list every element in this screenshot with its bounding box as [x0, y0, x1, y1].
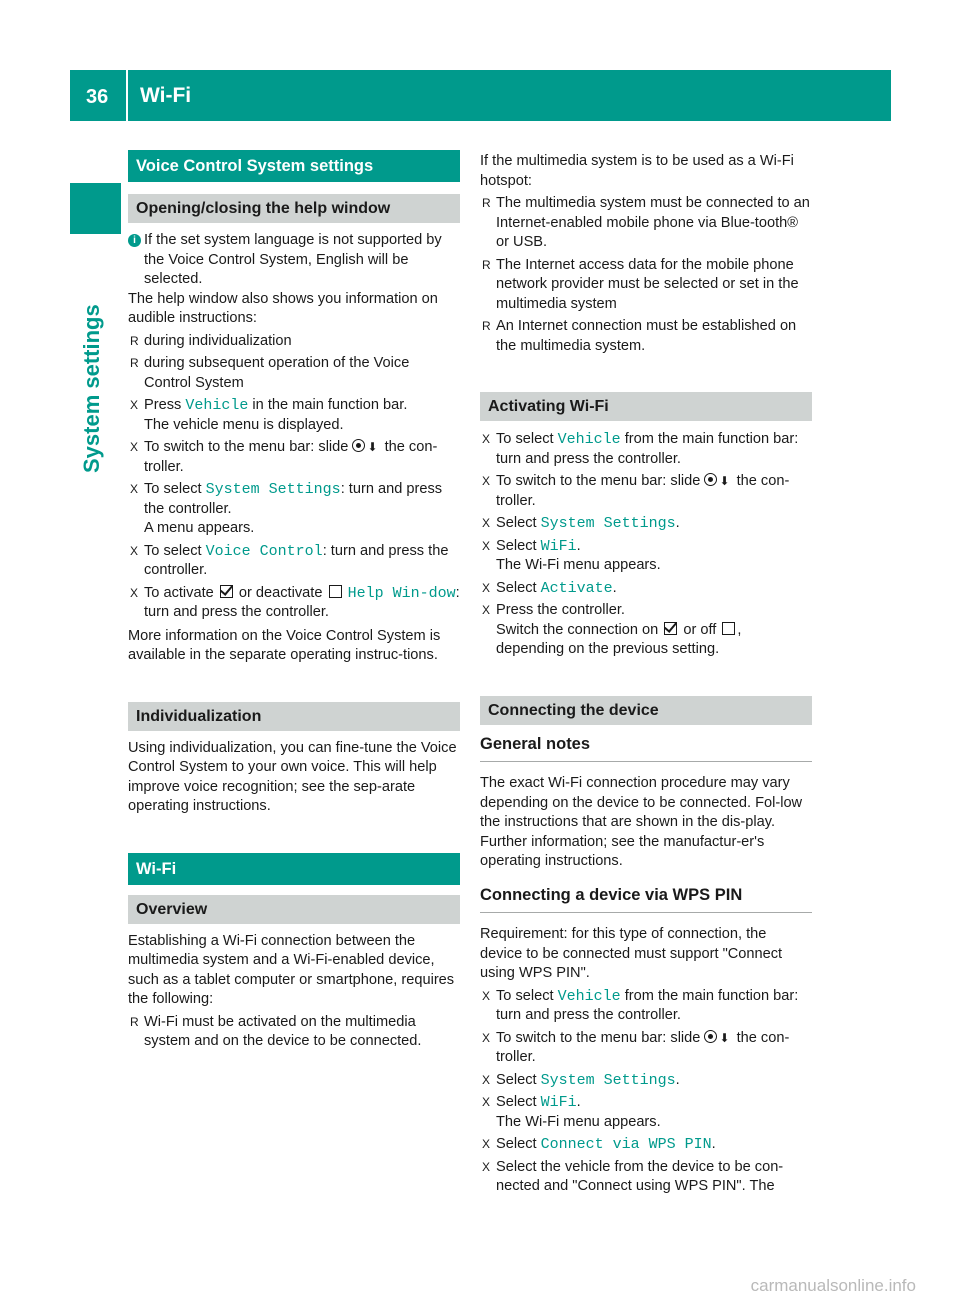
step-wifi: X Select WiFi. The Wi-Fi menu appears. — [482, 1094, 661, 1130]
step-select-vehicle: X To select Vehicle from the main function bar: turn and press the controller. — [482, 987, 799, 1023]
step-arrow-icon: X — [130, 482, 139, 496]
down-arrow-icon: ⬇ — [719, 1030, 730, 1045]
header-divider — [126, 70, 128, 121]
more-info-text: More information on the Voice Control System is available in the separate operating instruc-tions. — [128, 627, 441, 663]
checkbox-checked-icon — [664, 622, 677, 635]
step-voice-control: X To select Voice Control: turn and press the controller. — [130, 542, 449, 578]
step-arrow-icon: X — [482, 988, 491, 1003]
step-press-controller: X Press the controller. Switch the connection on or off , depending on the previous setting. — [482, 602, 742, 657]
right-column — [480, 152, 812, 1197]
heading-wifi: Wi-Fi — [128, 853, 460, 885]
step-arrow-icon: X — [130, 543, 139, 558]
step-arrow-icon: X — [482, 580, 491, 595]
heading-overview: Overview — [128, 895, 460, 924]
info-note: i If the set system language is not supported by the Voice Control System, English will be selected. — [128, 231, 460, 290]
controller-icon — [352, 439, 365, 452]
step-menu-bar: X To switch to the menu bar: slide ⬇ the con-troller. — [482, 473, 790, 509]
step-wifi: X Select WiFi. The Wi-Fi menu appears. — [482, 537, 661, 573]
step-system-settings: X Select System Settings. — [482, 1071, 680, 1089]
step-arrow-icon: X — [482, 516, 491, 530]
heading-wps-pin: Connecting a device via WPS PIN — [480, 886, 812, 914]
heading-help-window: Opening/closing the help window — [128, 194, 460, 223]
checkbox-checked-icon — [220, 585, 233, 598]
step-arrow-icon: X — [482, 538, 491, 553]
individualization-text: Using individualization, you can fine-tune the Voice Control System to your own voice. This will help improve voice recognition; see the sep-arate operating instructions. — [128, 739, 457, 814]
checkbox-empty-icon — [722, 622, 735, 635]
step-select-vehicle-device: X Select the vehicle from the device to be con-nected and "Connect using WPS PIN". The — [482, 1158, 784, 1194]
step-arrow-icon: X — [130, 398, 139, 412]
list-item: R during subsequent operation of the Voice Control System — [130, 355, 410, 391]
list-item: R Wi-Fi must be activated on the multimedia system and on the device to be connected. — [130, 1013, 422, 1049]
heading-voice-control: Voice Control System settings — [128, 150, 460, 182]
overview-text: Establishing a Wi-Fi connection between the multimedia system and a Wi-Fi-enabled device, such as a tablet computer or smartphone, requires the following: — [128, 932, 455, 1007]
list-item: R An Internet connection must be established on the multimedia system. — [482, 318, 797, 354]
footer-watermark: carmanualsonline.info — [750, 1276, 916, 1295]
checkbox-empty-icon — [329, 585, 342, 598]
general-notes-text: The exact Wi-Fi connection procedure may vary depending on the device to be connected. Fol-low the instructions that are shown in the dis-play. Further information; see the manufactur-er's operating instructions. — [480, 775, 803, 869]
step-select-vehicle: X To select Vehicle from the main function bar: turn and press the controller. — [482, 431, 799, 467]
info-icon: i — [128, 234, 141, 247]
list-item: R during individualization — [130, 332, 292, 349]
step-menu-bar: X To switch to the menu bar: slide ⬇ the con-troller. — [130, 439, 438, 475]
wps-requirement: Requirement: for this type of connection, the device to be connected must support "Connect using WPS PIN". — [480, 926, 783, 981]
step-press-vehicle: X Press Vehicle in the main function bar. The vehicle menu is displayed. — [130, 397, 408, 433]
help-intro: The help window also shows you information on audible instructions: — [128, 290, 438, 326]
step-arrow-icon: X — [482, 603, 491, 617]
down-arrow-icon: ⬇ — [719, 474, 730, 488]
heading-connecting-device: Connecting the device — [480, 696, 812, 725]
controller-icon — [704, 473, 717, 486]
step-activate: X Select Activate. — [482, 579, 617, 597]
step-arrow-icon: X — [482, 474, 491, 488]
left-column — [128, 150, 460, 1052]
step-arrow-icon: X — [130, 440, 139, 454]
heading-activating-wifi: Activating Wi-Fi — [480, 392, 812, 421]
step-arrow-icon: X — [482, 432, 491, 446]
step-connect-wps: X Select Connect via WPS PIN. — [482, 1136, 716, 1153]
step-arrow-icon: X — [482, 1159, 491, 1174]
step-system-settings: X To select System Settings: turn and press the controller. A menu appears. — [130, 481, 443, 536]
page-number: 36 — [86, 86, 109, 108]
heading-general-notes: General notes — [480, 735, 812, 763]
list-item: R The multimedia system must be connected to an Internet-enabled mobile phone via Blue-tooth® or USB. — [482, 195, 810, 250]
step-arrow-icon: X — [482, 1095, 491, 1109]
hotspot-intro: If the multimedia system is to be used as a Wi-Fi hotspot: — [480, 153, 794, 189]
down-arrow-icon: ⬇ — [367, 440, 378, 454]
sidebar-tab-marker — [70, 183, 121, 234]
step-arrow-icon: X — [482, 1030, 491, 1045]
step-arrow-icon: X — [482, 1072, 491, 1087]
step-menu-bar: X To switch to the menu bar: slide ⬇ the con-troller. — [482, 1029, 790, 1065]
controller-icon — [704, 1030, 717, 1043]
step-arrow-icon: X — [482, 1137, 491, 1151]
step-help-window: X To activate or deactivate Help Win‐dow: turn and press the controller. — [130, 584, 460, 620]
header-bar — [70, 70, 891, 121]
page-title: Wi-Fi — [140, 84, 192, 107]
heading-individualization: Individualization — [128, 702, 460, 731]
list-item: R The Internet access data for the mobile phone network provider must be selected or set in the multimedia system — [482, 256, 799, 312]
step-arrow-icon: X — [130, 585, 139, 600]
step-system-settings: X Select System Settings. — [482, 515, 680, 532]
